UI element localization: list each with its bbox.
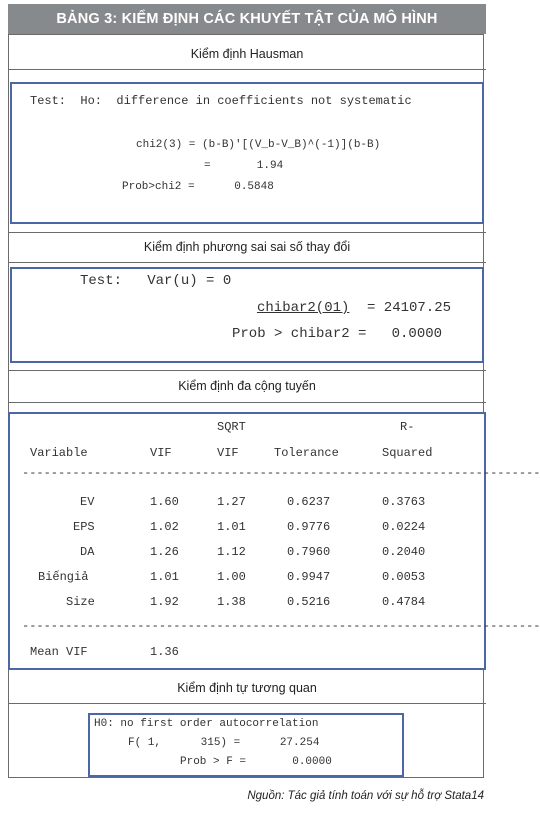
vif-row-name: Size	[66, 595, 95, 609]
divider	[8, 703, 486, 704]
source-note: Nguồn: Tác giả tính toán với sự hỗ trợ Stata14	[247, 790, 484, 802]
vif-row-r2: 0.0224	[382, 520, 426, 534]
vif-row-vif: 1.60	[150, 495, 179, 509]
hausman-output-box	[10, 82, 484, 224]
separator-line: ------------------------------------------------------------------------	[22, 466, 540, 480]
autocorr-prob: Prob > F = 0.0000	[180, 756, 332, 768]
hetero-chibar-label: chibar2(01)	[257, 300, 350, 316]
hausman-chi2-value: = 1.94	[204, 160, 284, 172]
vif-row-vif: 1.01	[150, 570, 179, 584]
autocorr-label: Kiểm định tự tương quan	[177, 681, 317, 695]
vif-row-vif: 1.02	[150, 520, 179, 534]
autocorr-output-box	[88, 713, 404, 777]
divider	[8, 232, 486, 233]
vif-row-sqrt: 1.00	[217, 570, 246, 584]
hausman-prob: Prob>chi2 = 0.5848	[122, 181, 274, 193]
hetero-prob: Prob > chibar2 = 0.0000	[232, 326, 443, 342]
hetero-output-box	[10, 267, 484, 363]
vif-row-vif: 1.92	[150, 595, 179, 609]
autocorr-h0: H0: no first order autocorrelation	[94, 718, 319, 730]
vif-header-r: R-	[400, 420, 415, 434]
divider	[8, 370, 486, 371]
vif-row-tol: 0.5216	[287, 595, 331, 609]
hetero-test-line: Test: Var(u) = 0	[80, 273, 232, 289]
vif-row-name: DA	[80, 545, 95, 559]
vif-row-vif: 1.26	[150, 545, 179, 559]
vif-row-tol: 0.9947	[287, 570, 331, 584]
vif-row-tol: 0.7960	[287, 545, 331, 559]
vif-row-r2: 0.0053	[382, 570, 426, 584]
separator-line: ------------------------------------------------------------------------	[22, 619, 540, 633]
hetero-chibar-value: = 24107.25	[367, 300, 452, 316]
divider	[8, 402, 486, 403]
vif-row-r2: 0.2040	[382, 545, 426, 559]
vif-col-squared: Squared	[382, 446, 433, 460]
vif-row-name: EV	[80, 495, 95, 509]
vif-row-sqrt: 1.27	[217, 495, 246, 509]
vif-output-box	[8, 412, 540, 670]
vif-col-variable: Variable	[30, 446, 88, 460]
autocorr-f-stat: F( 1, 315) = 27.254	[128, 737, 320, 749]
vif-mean-label: Mean VIF	[30, 645, 88, 659]
vif-row-r2: 0.4784	[382, 595, 426, 609]
divider	[8, 69, 486, 70]
hausman-chi2-formula: chi2(3) = (b-B)'[(V_b-V_B)^(-1)](b-B)	[136, 139, 381, 151]
vif-header-sqrt: SQRT	[217, 420, 246, 434]
hetero-label: Kiểm định phương sai sai số thay đổi	[143, 240, 351, 254]
vif-col-tolerance: Tolerance	[274, 446, 339, 460]
vif-row-name: Biếngiả	[38, 570, 89, 584]
vif-row-name: EPS	[73, 520, 95, 534]
vif-col-sqrt-vif: VIF	[217, 446, 239, 460]
divider	[8, 262, 486, 263]
vif-label: Kiểm định đa cộng tuyến	[178, 379, 316, 393]
vif-row-sqrt: 1.01	[217, 520, 246, 534]
vif-row-sqrt: 1.38	[217, 595, 246, 609]
vif-row-tol: 0.6237	[287, 495, 331, 509]
vif-mean-value: 1.36	[150, 645, 179, 659]
hausman-test-line: Test: Ho: difference in coefficients not systematic	[30, 94, 412, 108]
vif-col-vif: VIF	[150, 446, 172, 460]
vif-row-sqrt: 1.12	[217, 545, 246, 559]
table-title: BẢNG 3: KIỂM ĐỊNH CÁC KHUYẾT TẬT CỦA MÔ HÌNH	[8, 4, 486, 34]
vif-row-tol: 0.9776	[287, 520, 331, 534]
vif-row-r2: 0.3763	[382, 495, 426, 509]
hausman-label: Kiểm định Hausman	[190, 47, 304, 61]
